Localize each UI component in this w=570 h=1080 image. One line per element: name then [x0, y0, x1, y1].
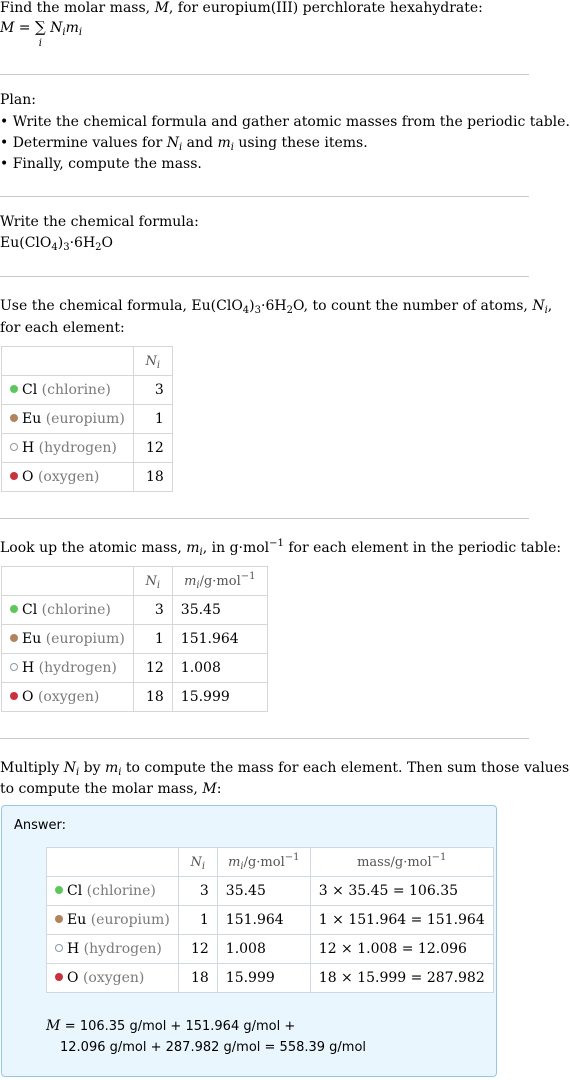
element-dot-icon: [10, 385, 18, 393]
element-symbol: H: [22, 660, 35, 676]
element-name: (oxygen): [37, 689, 100, 705]
element-cell: [47, 964, 179, 993]
atomic-mass: 15.999: [172, 683, 267, 712]
answer-label: Answer:: [14, 818, 67, 833]
table-row: [47, 906, 494, 935]
atom-count: 1: [133, 405, 172, 434]
element-dot-icon: [10, 634, 18, 642]
element-cell: [2, 654, 134, 683]
table-row: [2, 654, 268, 683]
plan-item-2: • Determine values for $N_i$ and $m_i$ using these items.: [0, 135, 368, 153]
atom-count: 12: [133, 434, 172, 463]
atom-count: 18: [133, 463, 172, 492]
table-row: [2, 596, 268, 625]
atom-count: 1: [178, 906, 217, 935]
element-symbol: Cl: [67, 883, 83, 899]
element-cell: [2, 683, 134, 712]
header-m: $m_i/g\cdot mol^{-1}$: [172, 567, 267, 596]
plan-title: Plan:: [0, 92, 36, 108]
element-dot-icon: [10, 692, 18, 700]
table-row: [2, 463, 173, 492]
header-N: $N_i$: [133, 347, 172, 376]
element-dot-icon: [55, 915, 63, 923]
atomic-mass: 1.008: [217, 935, 310, 964]
table-row: [47, 964, 494, 993]
element-symbol: O: [67, 970, 79, 986]
element-dot-icon: [10, 472, 18, 480]
sum-index: i: [38, 38, 42, 49]
element-name: (europium): [90, 912, 170, 928]
divider: [0, 738, 529, 739]
formula-title: Write the chemical formula:: [0, 214, 199, 230]
answer-box: [1, 805, 497, 1077]
intro-text: Find the molar mass, M, for europium(III) perchlorate hexahydrate:: [0, 0, 483, 16]
atomic-mass: 1.008: [172, 654, 267, 683]
element-cell: [47, 906, 179, 935]
table-row: [2, 405, 173, 434]
table-header-row: [47, 848, 494, 877]
element-symbol: Cl: [22, 382, 38, 398]
atom-count: 3: [178, 877, 217, 906]
element-cell: [47, 877, 179, 906]
answer-table: [46, 847, 494, 993]
answer-result-line1: M = 106.35 g/mol + 151.964 g/mol +: [46, 1018, 296, 1034]
header-m: $m_i/g\cdot mol^{-1}$: [217, 848, 310, 877]
table-row: [2, 376, 173, 405]
element-dot-icon: [10, 414, 18, 422]
atomic-mass: 35.45: [172, 596, 267, 625]
answer-result-line2: 12.096 g/mol + 287.982 g/mol = 558.39 g/mol: [60, 1040, 367, 1055]
atom-count: 3: [133, 376, 172, 405]
header-N: $N_i$: [133, 567, 172, 596]
element-cell: [2, 463, 134, 492]
atomic-mass: 15.999: [217, 964, 310, 993]
chemical-formula: $Eu(ClO_4)_3\cdot 6H_2O$: [0, 235, 114, 253]
atom-count: 3: [133, 596, 172, 625]
divider: [0, 518, 529, 519]
element-dot-icon: [10, 605, 18, 613]
element-symbol: O: [22, 689, 34, 705]
table-row: [2, 625, 268, 654]
element-cell: [47, 935, 179, 964]
element-name: (chlorine): [41, 602, 111, 618]
sum-symbol: ∑: [34, 18, 46, 36]
element-cell: [2, 625, 134, 654]
lookup-table: [1, 566, 268, 712]
element-symbol: O: [22, 469, 34, 485]
count-text-line2: for each element:: [0, 320, 125, 336]
header-N: $N_i$: [178, 848, 217, 877]
lookup-text: Look up the atomic mass, $m_i$, in g·mol$^{-1}$ for each element in the periodic table:: [0, 538, 562, 558]
plan-item-3: • Finally, compute the mass.: [0, 156, 202, 172]
atomic-mass: 151.964: [217, 906, 310, 935]
atomic-mass: 35.45: [217, 877, 310, 906]
element-name: (oxygen): [82, 970, 145, 986]
multiply-text-line1: Multiply $N_i$ by $m_i$ to compute the mass for each element. Then sum those values: [0, 760, 570, 778]
element-symbol: Cl: [22, 602, 38, 618]
intro-formula: M = ∑ i $N_im_i$: [0, 18, 83, 49]
element-name: (chlorine): [41, 382, 111, 398]
element-symbol: Eu: [22, 411, 42, 427]
element-mass: 18 × 15.999 = 287.982: [310, 964, 493, 993]
atom-count: 18: [178, 964, 217, 993]
element-symbol: Eu: [22, 631, 42, 647]
element-dot-icon: [10, 443, 18, 451]
element-name: (hydrogen): [38, 440, 117, 456]
element-symbol: H: [22, 440, 35, 456]
multiply-text-line2: to compute the molar mass, M:: [0, 781, 222, 797]
table-row: [2, 434, 173, 463]
element-dot-icon: [55, 886, 63, 894]
element-name: (chlorine): [86, 883, 156, 899]
divider: [0, 74, 529, 75]
element-dot-icon: [55, 944, 63, 952]
element-cell: [2, 434, 134, 463]
table-row: [2, 683, 268, 712]
element-symbol: H: [67, 941, 80, 957]
atomic-mass: 151.964: [172, 625, 267, 654]
element-name: (europium): [45, 631, 125, 647]
element-mass: 3 × 35.45 = 106.35: [310, 877, 493, 906]
table-row: [47, 877, 494, 906]
count-table: [1, 346, 173, 492]
element-mass: 12 × 1.008 = 12.096: [310, 935, 493, 964]
element-cell: [2, 596, 134, 625]
atom-count: 12: [133, 654, 172, 683]
divider: [0, 276, 529, 277]
atom-count: 1: [133, 625, 172, 654]
plan-item-1: • Write the chemical formula and gather atomic masses from the periodic table.: [0, 114, 570, 130]
table-row: [47, 935, 494, 964]
element-name: (europium): [45, 411, 125, 427]
element-symbol: Eu: [67, 912, 87, 928]
table-header-row: [2, 567, 268, 596]
element-dot-icon: [55, 973, 63, 981]
element-name: (hydrogen): [38, 660, 117, 676]
element-cell: [2, 376, 134, 405]
atom-count: 12: [178, 935, 217, 964]
count-text-line1: Use the chemical formula, $Eu(ClO_4)_3\cdot 6H_2O$, to count the number of atoms, $N_i$,: [0, 298, 553, 316]
element-cell: [2, 405, 134, 434]
element-name: (hydrogen): [83, 941, 162, 957]
header-mass: mass/g·mol$^{-1}$: [310, 848, 493, 877]
table-header-row: [2, 347, 173, 376]
element-mass: 1 × 151.964 = 151.964: [310, 906, 493, 935]
divider: [0, 196, 529, 197]
element-dot-icon: [10, 663, 18, 671]
atom-count: 18: [133, 683, 172, 712]
element-name: (oxygen): [37, 469, 100, 485]
